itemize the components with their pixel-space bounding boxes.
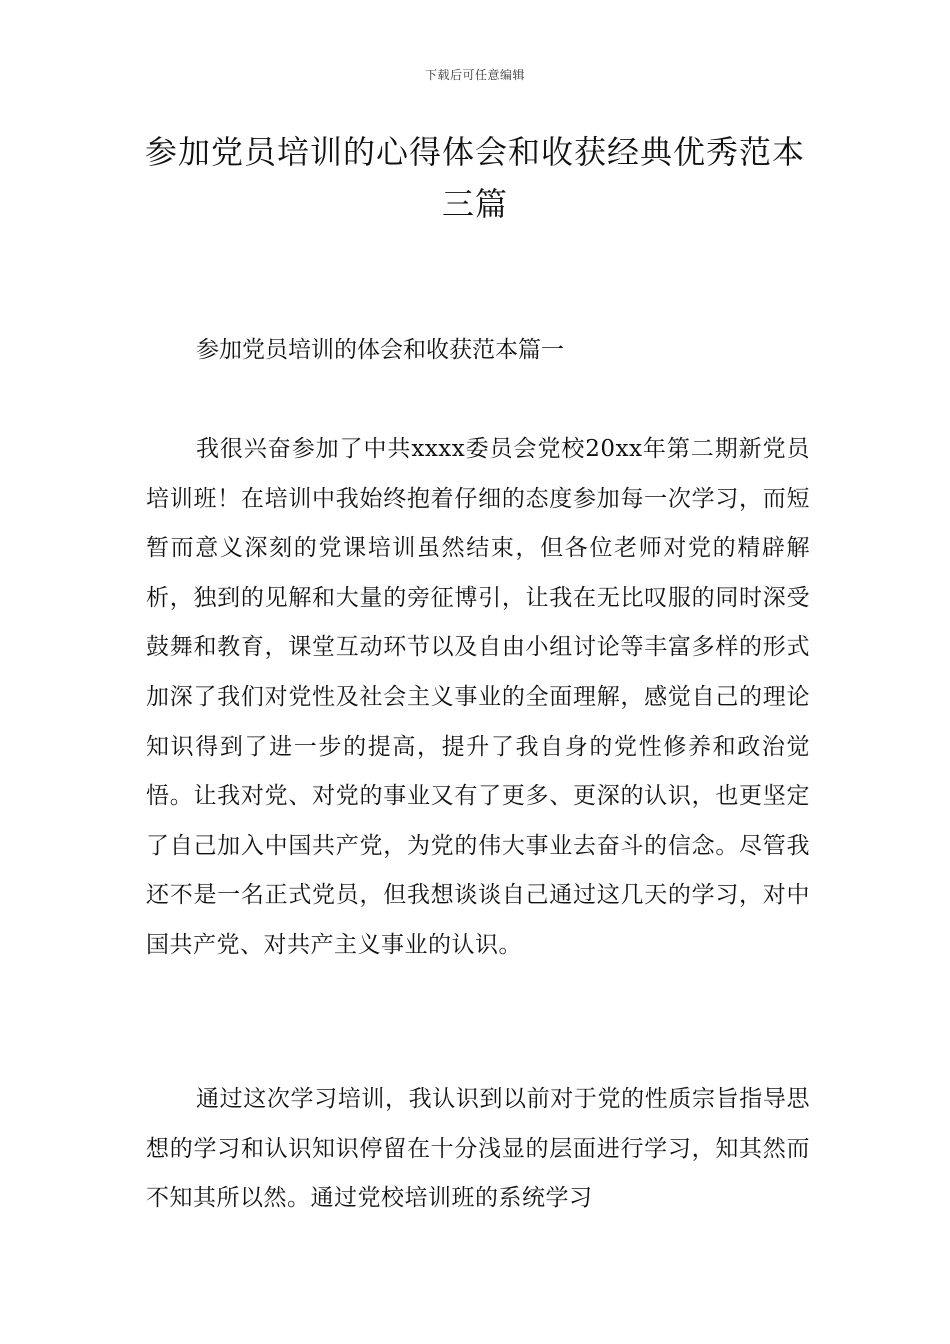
body-paragraph: 我很兴奋参加了中共xxxx委员会党校20xx年第二期新党员培训班！在培训中我始终抱着仔细的态度参加每一次学习，而短暂而意义深刻的党课培训虽然结束，但各位老师对党的精辟解析，独到的见解和大量的旁征博引，让我在无比叹服的同时深受鼓舞和教育，课堂互动环节以及自由小组讨论等丰富多样的形式加深了我们对党性及社会主义事业的全面理解，感觉自己的理论知识得到了进一步的提高，提升了我自身的党性修养和政治觉悟。让我对党、对党的事业又有了更多、更深的认识，也更坚定了自己加入中国共产党，为党的伟大事业去奋斗的信念。尽管我还不是一名正式党员，但我想谈谈自己通过这几天的学习，对中国共产党、对共产主义事业的认识。 bbox=[146, 436, 810, 958]
section-heading: 参加党员培训的体会和收获范本篇一 bbox=[196, 337, 564, 363]
body-paragraph: 通过这次学习培训，我认识到以前对于党的性质宗旨指导思想的学习和认识知识停留在十分浅显的层面进行学习，知其然而不知其所以然。通过党校培训班的系统学习 bbox=[146, 1086, 810, 1212]
header-note: 下载后可任意编辑 bbox=[424, 68, 525, 82]
document-title: 参加党员培训的心得体会和收获经典优秀范本三篇 bbox=[144, 133, 805, 223]
